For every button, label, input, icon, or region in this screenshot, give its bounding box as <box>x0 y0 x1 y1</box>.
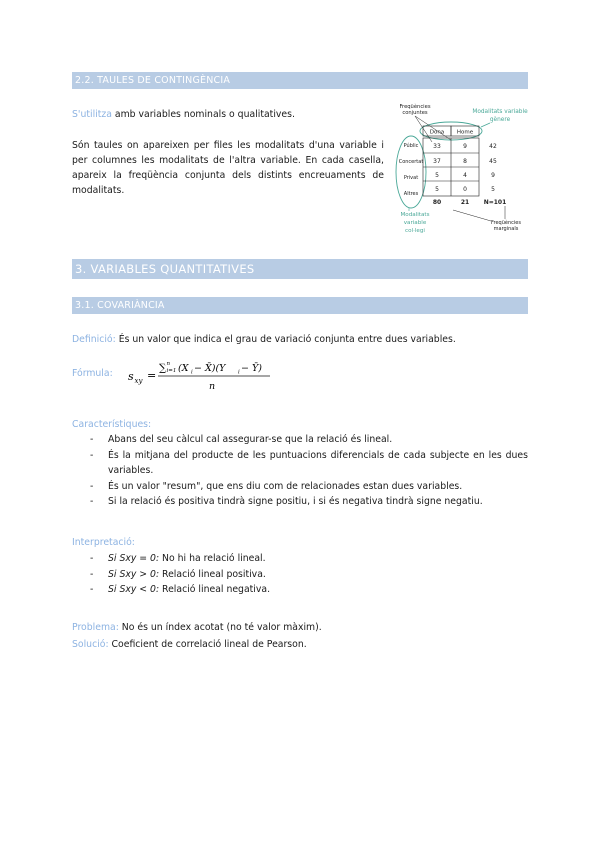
solution-text: Coeficient de correlació lineal de Pearson. <box>108 639 307 650</box>
table-cell: 9 <box>463 143 467 150</box>
contingency-description <box>72 138 384 198</box>
characteristics-list <box>72 432 528 510</box>
formula-label: Fórmula: <box>72 368 113 379</box>
row-total: 9 <box>491 172 495 179</box>
interpretation-text: Relació lineal positiva. <box>159 568 266 580</box>
formula-y-sub: i <box>238 369 240 376</box>
formula-num-x: (X <box>178 363 189 374</box>
covariance-formula <box>128 358 278 394</box>
section-title: 2.2. TAULES DE CONTINGÈNCIA <box>75 75 231 86</box>
table-cell: 0 <box>463 186 467 193</box>
row-header: Concertat <box>398 159 424 165</box>
row-header: Privat <box>403 175 419 181</box>
interpretation-cond: Si Sxy > 0: <box>108 568 160 580</box>
annot-colegi-line: variable <box>403 220 427 226</box>
list-item <box>72 567 528 583</box>
table-cell: 5 <box>435 186 439 193</box>
description-line: apareix la freqüència conjunta dels distints encreuaments de <box>72 170 384 181</box>
col-header-dona: Dona <box>429 129 445 136</box>
interpretation-text: No hi ha relació lineal. <box>159 553 266 564</box>
definition-label: Definició: <box>72 334 116 345</box>
problem-line <box>72 620 322 635</box>
annot-colegi-line: Modalitats <box>400 212 430 218</box>
formula-denominator: n <box>208 381 216 392</box>
annot-freq-line: conjuntes <box>402 110 428 116</box>
col-header-home: Home <box>456 129 474 136</box>
usage-text: amb variables nominals o qualitatives. <box>111 109 295 120</box>
section-title: 3.1. COVARIÀNCIA <box>75 300 165 311</box>
annot-colegi-line: col·legi <box>405 228 425 234</box>
list-item <box>72 551 528 567</box>
table-cell: 5 <box>435 172 439 179</box>
section-title: 3. VARIABLES QUANTITATIVES <box>75 262 255 276</box>
table-cell: 4 <box>463 172 467 179</box>
row-header: Públic <box>403 143 419 149</box>
annot-genere-line: gènere <box>489 117 511 123</box>
grand-total: N=101 <box>483 199 507 206</box>
formula-num-xbar: − X̄)(Y <box>194 363 226 374</box>
interpretation-cond: Si Sxy = 0: <box>108 553 160 564</box>
column-total: 21 <box>460 199 470 206</box>
definition-text: És un valor que indica el grau de variació conjunta entre dues variables. <box>115 334 456 345</box>
section-header-3 <box>72 259 528 279</box>
section-header-3-1 <box>72 297 528 314</box>
formula-sum: ∑ <box>159 363 167 374</box>
description-line: per columnes les modalitats de l'altra variable. En cada casella, <box>72 155 384 166</box>
solution-label: Solució: <box>72 639 109 650</box>
interpretation-label: Interpretació: <box>72 537 135 548</box>
row-header: Altres <box>403 191 419 197</box>
row-total: 5 <box>491 186 495 193</box>
formula-lhs: s <box>128 370 134 383</box>
table-cell: 33 <box>433 143 441 150</box>
table-cell: 37 <box>433 158 441 165</box>
characteristics-label: Característiques: <box>72 419 152 430</box>
usage-line <box>72 107 295 122</box>
list-item: - Si la relació és positiva tindrà signe positiu, i si és negativa tindrà signe negatiu. <box>72 494 528 510</box>
definition-line <box>72 332 456 347</box>
usage-label: S'utilitza <box>72 109 112 120</box>
description-line: Són taules on apareixen per files les modalitats d'una variable i <box>72 140 384 151</box>
list-item: - És un valor "resum", que ens diu com de relacionades estan dues variables. <box>72 479 528 495</box>
list-item <box>72 582 528 598</box>
row-total: 42 <box>489 143 497 150</box>
table-cell: 8 <box>463 158 467 165</box>
annot-genere-line: Modalitats variable <box>472 109 528 115</box>
problem-label: Problema: <box>72 622 119 633</box>
solution-line <box>72 637 307 652</box>
formula-num-ybar: − Ȳ) <box>241 363 262 374</box>
list-item: - És la mitjana del producte de les puntuacions diferencials de cada subjecte en les dues variables. <box>72 448 528 479</box>
interpretation-cond: Si Sxy < 0: <box>108 584 160 595</box>
problem-text: No és un índex acotat (no té valor màxim). <box>118 622 322 633</box>
table-grid <box>423 138 479 196</box>
contingency-table-figure <box>393 100 529 238</box>
description-line: modalitats. <box>72 185 125 196</box>
annot-freq-line: Freqüències <box>399 104 431 110</box>
column-total: 80 <box>432 199 442 206</box>
formula-equals: = <box>147 369 157 382</box>
interpretation-text: Relació lineal negativa. <box>159 584 271 595</box>
section-header-2-2 <box>72 72 528 89</box>
formula-x-sub: i <box>191 369 193 376</box>
formula-sum-upper: n <box>166 361 171 367</box>
annot-arrow <box>481 123 490 127</box>
formula-sum-lower: i=1 <box>166 368 177 374</box>
annot-pointer <box>453 210 491 221</box>
list-item: - Abans del seu càlcul cal assegurar-se que la relació és lineal. <box>72 432 528 448</box>
formula-lhs-sub: xy <box>134 377 143 385</box>
annot-pointer <box>415 116 451 140</box>
annot-marginals-line: Freqüències <box>491 220 521 226</box>
interpretation-list <box>72 551 528 598</box>
annot-marginals-line: marginals <box>493 226 519 232</box>
row-total: 45 <box>489 158 497 165</box>
